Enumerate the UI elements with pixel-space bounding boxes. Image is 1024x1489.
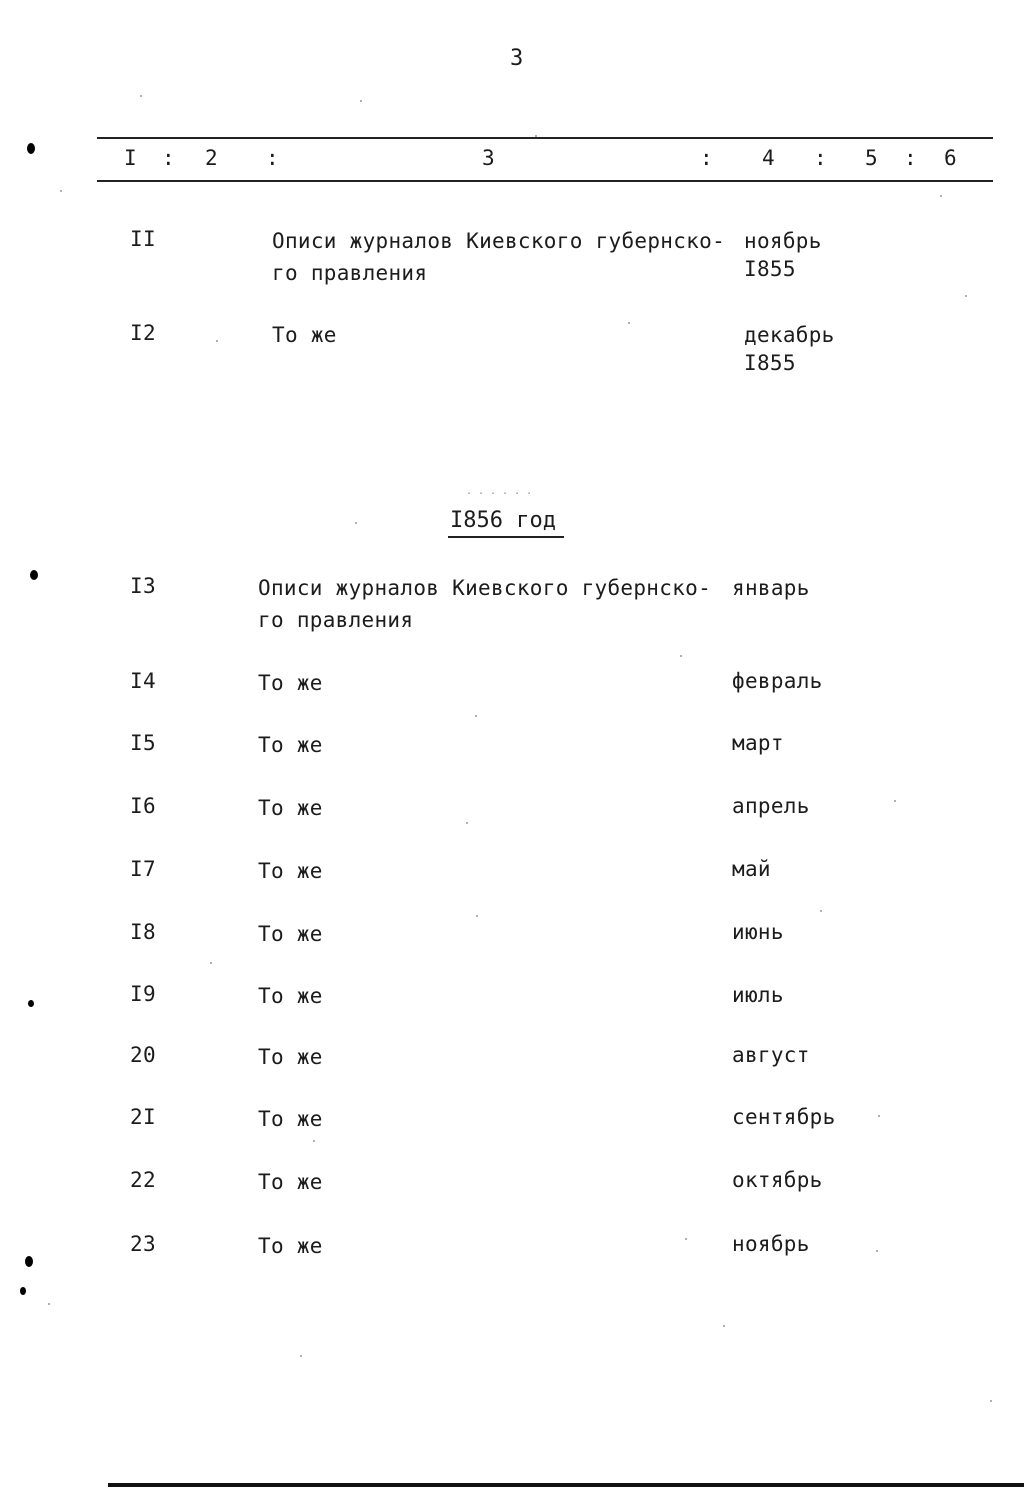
header-separator: : [904,146,917,170]
row-date: июнь [732,920,784,944]
header-col-2: 2 [205,146,218,170]
row-date: январь [732,576,810,600]
row-description: То же [258,1045,323,1069]
header-col-6: 6 [944,146,957,170]
row-date: февраль [732,669,823,693]
row-description: То же [258,1107,323,1131]
scan-dust [894,800,896,802]
section-underline [448,536,564,538]
header-bottom-rule [97,180,993,182]
row-description: То же [258,922,323,946]
page-bottom-edge [108,1483,1024,1487]
row-number: I2 [130,321,156,345]
row-number: 20 [130,1043,156,1067]
header-col-4: 4 [762,146,775,170]
row-date: апрель [732,794,810,818]
row-description: го правления [272,261,428,285]
scan-speck [30,570,38,580]
row-date-year: I855 [744,351,796,375]
scan-dust [60,190,62,192]
scan-speck [25,1256,33,1267]
row-number: I5 [130,731,156,755]
section-heading: I856 год [450,508,556,533]
row-number: I9 [130,982,156,1006]
page-number: 3 [510,46,524,71]
scan-dust [210,962,212,964]
row-number: 2I [130,1105,156,1129]
scan-dust [878,1115,880,1117]
header-top-rule [97,137,993,139]
scan-dust [876,1250,878,1252]
row-number: 22 [130,1168,156,1192]
row-date: декабрь [744,323,835,347]
row-description: Описи журналов Киевского губернско- [272,229,726,253]
scan-dust [965,295,967,297]
row-number: I6 [130,794,156,818]
scan-dust [300,1355,302,1357]
scan-dust [680,655,682,657]
row-date: август [732,1043,810,1067]
scan-dust [535,135,537,137]
scan-dust [820,910,822,912]
row-date: октябрь [732,1168,823,1192]
scan-dust [466,822,468,824]
scan-dust [476,915,478,917]
row-number: I3 [130,574,156,598]
header-col-5: 5 [865,146,878,170]
row-description: То же [258,859,323,883]
row-number: 23 [130,1232,156,1256]
header-col-3: 3 [482,146,495,170]
row-number: I7 [130,857,156,881]
scan-dust [475,715,477,717]
header-separator: : [700,146,713,170]
scan-dust [685,1238,687,1240]
row-date: ноябрь [732,1232,810,1256]
scan-speck [20,1287,26,1295]
row-number: I4 [130,669,156,693]
row-description: То же [258,733,323,757]
row-date: июль [732,983,784,1007]
scan-dust [723,1325,725,1327]
row-description: То же [258,796,323,820]
row-date-year: I855 [744,257,796,281]
row-number: II [130,227,156,251]
row-description: го правления [258,608,414,632]
scan-speck [28,1000,34,1007]
row-description: То же [258,1170,323,1194]
scan-dust [140,95,142,97]
row-description: То же [272,323,337,347]
scan-dust [940,195,942,197]
header-separator: : [266,146,279,170]
row-date: сентябрь [732,1105,836,1129]
row-description: То же [258,671,323,695]
row-number: I8 [130,920,156,944]
header-separator: : [162,146,175,170]
row-description: То же [258,1234,323,1258]
header-col-1: I [124,146,137,170]
scan-dust [48,1303,50,1305]
row-description: То же [258,984,323,1008]
scan-dust [355,522,357,524]
header-separator: : [814,146,827,170]
section-dots: ...... [466,486,539,497]
scan-dust [360,100,362,102]
scan-dust [313,1140,315,1142]
scan-dust [216,340,218,342]
scan-dust [990,1400,992,1402]
row-date: май [732,857,771,881]
row-description: Описи журналов Киевского губернско- [258,576,712,600]
row-date: март [732,731,784,755]
scan-dust [628,322,630,324]
scan-speck [27,143,35,154]
row-date: ноябрь [744,229,822,253]
